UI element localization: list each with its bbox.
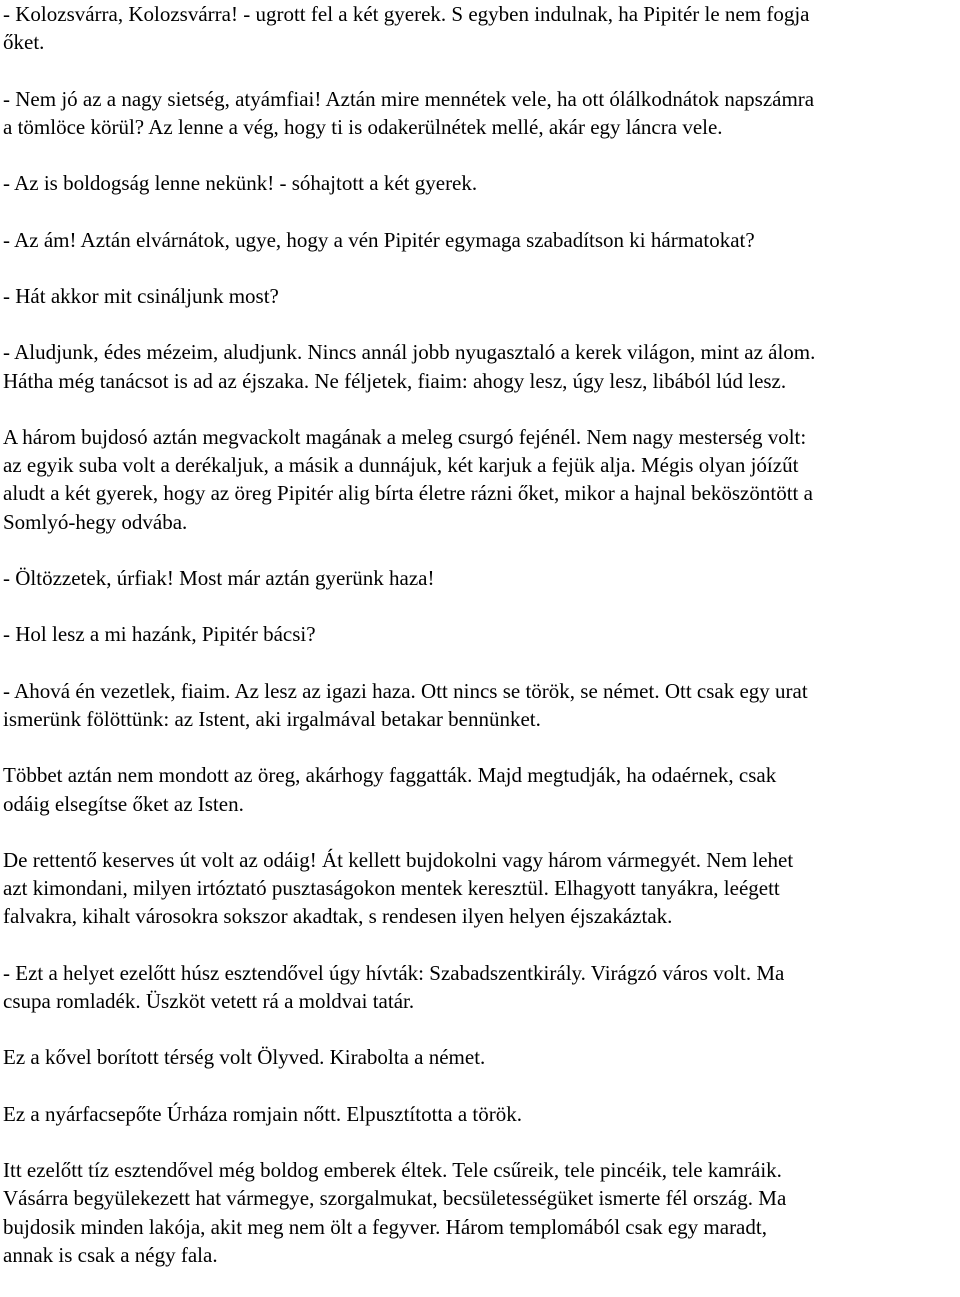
paragraph	[3, 1156, 958, 1269]
text-line: azt kimondani, milyen irtóztató pusztaságokon mentek keresztül. Elhagyott tanyákra, leégett	[3, 876, 780, 901]
text-line: odáig elsegítse őket az Isten.	[3, 791, 244, 816]
paragraph	[3, 564, 958, 592]
paragraph	[3, 1043, 958, 1071]
paragraph	[3, 1100, 958, 1128]
text-line: - Aludjunk, édes mézeim, aludjunk. Nincs annál jobb nyugasztaló a kerek világon, mint az álom.	[3, 340, 816, 365]
paragraph	[3, 846, 958, 931]
text-line: - Öltözzetek, úrfiak! Most már aztán gyerünk haza!	[3, 565, 435, 590]
text-line: aludt a két gyerek, hogy az öreg Pipitér alig bírta életre rázni őket, mikor a hajnal beköszöntött a	[3, 481, 813, 506]
text-line: őket.	[3, 30, 45, 55]
text-line: a tömlöce körül? Az lenne a vég, hogy ti is odakerülnétek mellé, akár egy láncra vele.	[3, 114, 723, 139]
text-line: - Hát akkor mit csináljunk most?	[3, 283, 279, 308]
paragraph	[3, 959, 958, 1015]
document-page	[3, 0, 958, 1297]
paragraph	[3, 677, 958, 733]
text-line: - Kolozsvárra, Kolozsvárra! - ugrott fel a két gyerek. S egyben indulnak, ha Pipitér le nem fogja	[3, 2, 810, 26]
paragraph	[3, 85, 958, 141]
text-line: ismerünk fölöttünk: az Istent, aki irgalmával betakar bennünket.	[3, 706, 541, 731]
paragraph	[3, 761, 958, 817]
paragraph	[3, 620, 958, 648]
text-line: Ez a nyárfacsepőte Úrháza romjain nőtt. Elpusztította a török.	[3, 1101, 522, 1126]
text-line: - Nem jó az a nagy sietség, atyámfiai! Aztán mire mennétek vele, ha ott ólálkodnátok napszámra	[3, 86, 815, 111]
paragraph	[3, 169, 958, 197]
paragraph	[3, 226, 958, 254]
paragraph	[3, 0, 958, 56]
paragraph	[3, 282, 958, 310]
text-line: az egyik suba volt a derékaljuk, a másik a dunnájuk, két karjuk a fejük alja. Mégis olyan jóízűt	[3, 453, 799, 478]
paragraph	[3, 423, 958, 536]
text-line: Itt ezelőtt tíz esztendővel még boldog emberek éltek. Tele csűreik, tele pincéik, tele kamráik.	[3, 1158, 782, 1183]
text-line: - Hol lesz a mi hazánk, Pipitér bácsi?	[3, 622, 316, 647]
paragraph	[3, 338, 958, 394]
text-line: - Ezt a helyet ezelőtt húsz esztendővel úgy hívták: Szabadszentkirály. Virágzó város volt. Ma	[3, 960, 785, 985]
text-line: Vásárra begyülekezett hat vármegye, szorgalmukat, becsületességüket ismerte fél ország. Ma	[3, 1186, 787, 1211]
text-line: Somlyó-hegy odvába.	[3, 509, 188, 534]
text-line: falvakra, kihalt városokra sokszor akadtak, s rendesen ilyen helyen éjszakáztak.	[3, 904, 673, 929]
text-line: annak is csak a négy fala.	[3, 1242, 218, 1267]
text-line: csupa romladék. Üszköt vetett rá a moldvai tatár.	[3, 988, 415, 1013]
text-line: Többet aztán nem mondott az öreg, akárhogy faggatták. Majd megtudják, ha odaérnek, csak	[3, 763, 777, 788]
text-line: De rettentő keserves út volt az odáig! Át kellett bujdokolni vagy három vármegyét. Nem lehet	[3, 847, 794, 872]
text-line: bujdosik minden lakója, akit meg nem ölt a fegyver. Három templomából csak egy maradt,	[3, 1214, 767, 1239]
text-line: Ez a kővel borított térség volt Ölyved. Kirabolta a német.	[3, 1045, 486, 1070]
text-line: A három bujdosó aztán megvackolt magának a meleg csurgó fejénél. Nem nagy mesterség volt:	[3, 424, 807, 449]
text-line: - Ahová én vezetlek, fiaim. Az lesz az igazi haza. Ott nincs se török, se német. Ott csak egy urat	[3, 678, 808, 703]
text-line: Hátha még tanácsot is ad az éjszaka. Ne féljetek, fiaim: ahogy lesz, úgy lesz, libából lúd lesz.	[3, 368, 787, 393]
text-line: - Az ám! Aztán elvárnátok, ugye, hogy a vén Pipitér egymaga szabadítson ki hármatokat?	[3, 227, 755, 252]
text-line: - Az is boldogság lenne nekünk! - sóhajtott a két gyerek.	[3, 171, 478, 196]
